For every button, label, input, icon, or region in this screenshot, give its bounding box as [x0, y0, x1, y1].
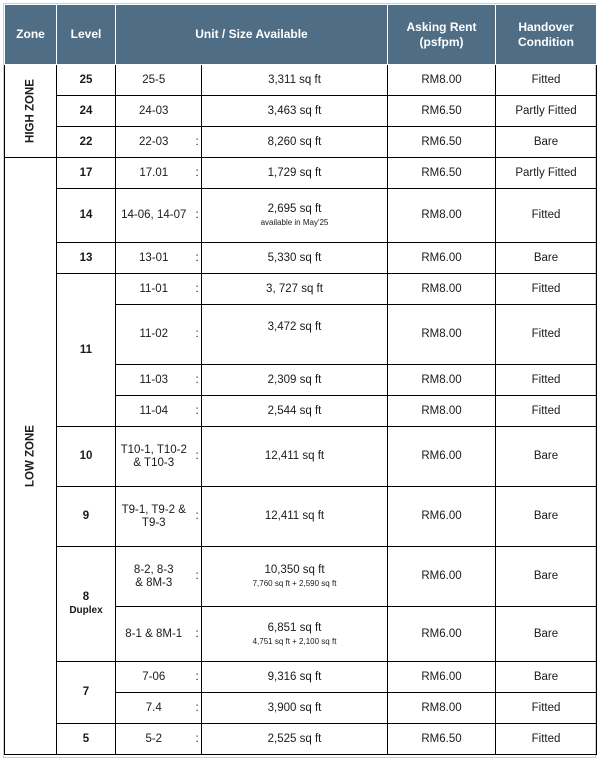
size-cell: 3,463 sq ft	[202, 96, 388, 127]
unit-cell: 11-01	[116, 274, 192, 305]
level-cell: 13	[57, 243, 116, 274]
header-handover-condition	[496, 5, 597, 65]
unit-cell	[116, 427, 192, 487]
table-row	[5, 243, 597, 274]
condition-cell: Bare	[496, 547, 597, 607]
level-cell: 17	[57, 158, 116, 189]
unit-cell: 7-06	[116, 662, 192, 693]
colon-cell: :	[192, 189, 202, 243]
unit-cell: 11-03	[116, 365, 192, 396]
colon-cell: :	[192, 365, 202, 396]
level-value: 8	[82, 591, 90, 603]
size-cell: 3,311 sq ft	[202, 65, 388, 96]
zone-label-high: HIGH ZONE	[24, 79, 36, 143]
colon-cell: :	[192, 127, 202, 158]
zone-cell-high	[5, 65, 57, 158]
unit-cell: 7.4	[116, 693, 192, 724]
level-cell: 7	[57, 662, 116, 724]
level-cell: 22	[57, 127, 116, 158]
level-cell: 5	[57, 724, 116, 755]
condition-cell: Partly Fitted	[496, 158, 597, 189]
size-cell: 2,309 sq ft	[202, 365, 388, 396]
level-cell: 9	[57, 487, 116, 547]
unit-line2: T9-3	[141, 516, 166, 529]
table-row	[5, 427, 597, 487]
header-handover-line2: Condition	[518, 34, 574, 49]
rent-cell: RM6.50	[388, 724, 496, 755]
size-cell: 12,411 sq ft	[202, 427, 388, 487]
size-cell: 2,525 sq ft	[202, 724, 388, 755]
unit-cell: 24-03	[116, 96, 192, 127]
table-row	[5, 274, 597, 305]
size-note: available in May'25	[260, 218, 329, 227]
unit-line1: T9-1, T9-2 &	[121, 503, 186, 516]
rent-cell: RM8.00	[388, 65, 496, 96]
table-row	[5, 724, 597, 755]
unit-cell: 17.01	[116, 158, 192, 189]
colon-cell: :	[192, 607, 202, 662]
condition-cell: Bare	[496, 427, 597, 487]
table-row	[5, 487, 597, 547]
table-row	[5, 662, 597, 693]
unit-cell: 14-06, 14-07	[116, 189, 192, 243]
colon-cell	[192, 65, 202, 96]
size-cell: 5,330 sq ft	[202, 243, 388, 274]
level-cell	[57, 547, 116, 662]
condition-cell: Fitted	[496, 65, 597, 96]
rent-cell: RM6.00	[388, 547, 496, 607]
unit-cell: 5-2	[116, 724, 192, 755]
unit-cell: 8-1 & 8M-1	[116, 607, 192, 662]
header-row	[5, 5, 597, 65]
table-row	[5, 189, 597, 243]
colon-cell: :	[192, 487, 202, 547]
rent-cell: RM6.50	[388, 127, 496, 158]
unit-cell: 22-03	[116, 127, 192, 158]
colon-cell: :	[192, 158, 202, 189]
size-cell: 3,472 sq ft	[202, 305, 388, 365]
level-cell: 14	[57, 189, 116, 243]
unit-cell: 11-02	[116, 305, 192, 365]
header-rent-line1: Asking Rent	[406, 19, 477, 34]
colon-cell: :	[192, 243, 202, 274]
table-row	[5, 158, 597, 189]
condition-cell: Bare	[496, 662, 597, 693]
size-cell: 3,900 sq ft	[202, 693, 388, 724]
size-cell: 3, 727 sq ft	[202, 274, 388, 305]
size-cell: 9,316 sq ft	[202, 662, 388, 693]
rent-cell: RM8.00	[388, 305, 496, 365]
level-cell: 10	[57, 427, 116, 487]
size-note: 4,751 sq ft + 2,100 sq ft	[252, 636, 337, 646]
size-cell: 8,260 sq ft	[202, 127, 388, 158]
zone-label-low: LOW ZONE	[24, 425, 36, 487]
availability-sheet	[3, 3, 596, 758]
condition-cell: Partly Fitted	[496, 96, 597, 127]
colon-cell: :	[192, 693, 202, 724]
colon-cell: :	[192, 427, 202, 487]
zone-cell-low	[5, 158, 57, 755]
size-cell: 2,544 sq ft	[202, 396, 388, 427]
colon-cell	[192, 96, 202, 127]
header-handover-line1: Handover	[518, 19, 574, 34]
size-value: 2,695 sq ft	[267, 203, 322, 215]
size-cell	[202, 607, 388, 662]
size-cell	[202, 189, 388, 243]
condition-cell: Fitted	[496, 365, 597, 396]
availability-table	[4, 4, 597, 755]
rent-cell: RM6.50	[388, 96, 496, 127]
rent-cell: RM6.00	[388, 243, 496, 274]
size-cell	[202, 547, 388, 607]
colon-cell: :	[192, 547, 202, 607]
rent-cell: RM8.00	[388, 189, 496, 243]
colon-cell: :	[192, 305, 202, 365]
rent-cell: RM6.00	[388, 662, 496, 693]
header-asking-rent	[388, 5, 496, 65]
size-cell: 1,729 sq ft	[202, 158, 388, 189]
rent-cell: RM8.00	[388, 274, 496, 305]
unit-line1: 8-2, 8-3	[133, 563, 174, 576]
colon-cell: :	[192, 724, 202, 755]
rent-cell: RM6.50	[388, 158, 496, 189]
level-cell: 11	[57, 274, 116, 427]
condition-cell: Fitted	[496, 274, 597, 305]
header-zone: Zone	[5, 5, 57, 65]
level-cell: 24	[57, 96, 116, 127]
condition-cell: Fitted	[496, 396, 597, 427]
size-cell: 12,411 sq ft	[202, 487, 388, 547]
rent-cell: RM6.00	[388, 487, 496, 547]
unit-cell: 11-04	[116, 396, 192, 427]
size-value: 10,350 sq ft	[264, 564, 325, 576]
unit-cell: 25-5	[116, 65, 192, 96]
level-cell: 25	[57, 65, 116, 96]
unit-line2: & 8M-3	[135, 576, 173, 589]
rent-cell: RM8.00	[388, 365, 496, 396]
colon-cell: :	[192, 396, 202, 427]
condition-cell: Bare	[496, 607, 597, 662]
rent-cell: RM6.00	[388, 427, 496, 487]
table-row	[5, 65, 597, 96]
table-row	[5, 127, 597, 158]
unit-line2: & T10-3	[133, 456, 175, 469]
header-unit-size: Unit / Size Available	[116, 5, 388, 65]
condition-cell: Bare	[496, 487, 597, 547]
unit-cell	[116, 487, 192, 547]
condition-cell: Bare	[496, 243, 597, 274]
rent-cell: RM6.00	[388, 607, 496, 662]
size-value: 6,851 sq ft	[267, 621, 322, 634]
table-row	[5, 547, 597, 607]
unit-cell: 13-01	[116, 243, 192, 274]
level-sub: Duplex	[69, 605, 103, 616]
unit-line1: T10-1, T10-2	[120, 443, 187, 456]
size-note: 7,760 sq ft + 2,590 sq ft	[252, 579, 337, 588]
table-row	[5, 96, 597, 127]
header-rent-line2: (psfpm)	[419, 34, 464, 49]
condition-cell: Fitted	[496, 305, 597, 365]
condition-cell: Fitted	[496, 189, 597, 243]
colon-cell: :	[192, 662, 202, 693]
condition-cell: Bare	[496, 127, 597, 158]
condition-cell: Fitted	[496, 724, 597, 755]
colon-cell: :	[192, 274, 202, 305]
rent-cell: RM8.00	[388, 396, 496, 427]
condition-cell: Fitted	[496, 693, 597, 724]
rent-cell: RM8.00	[388, 693, 496, 724]
unit-cell	[116, 547, 192, 607]
header-level: Level	[57, 5, 116, 65]
